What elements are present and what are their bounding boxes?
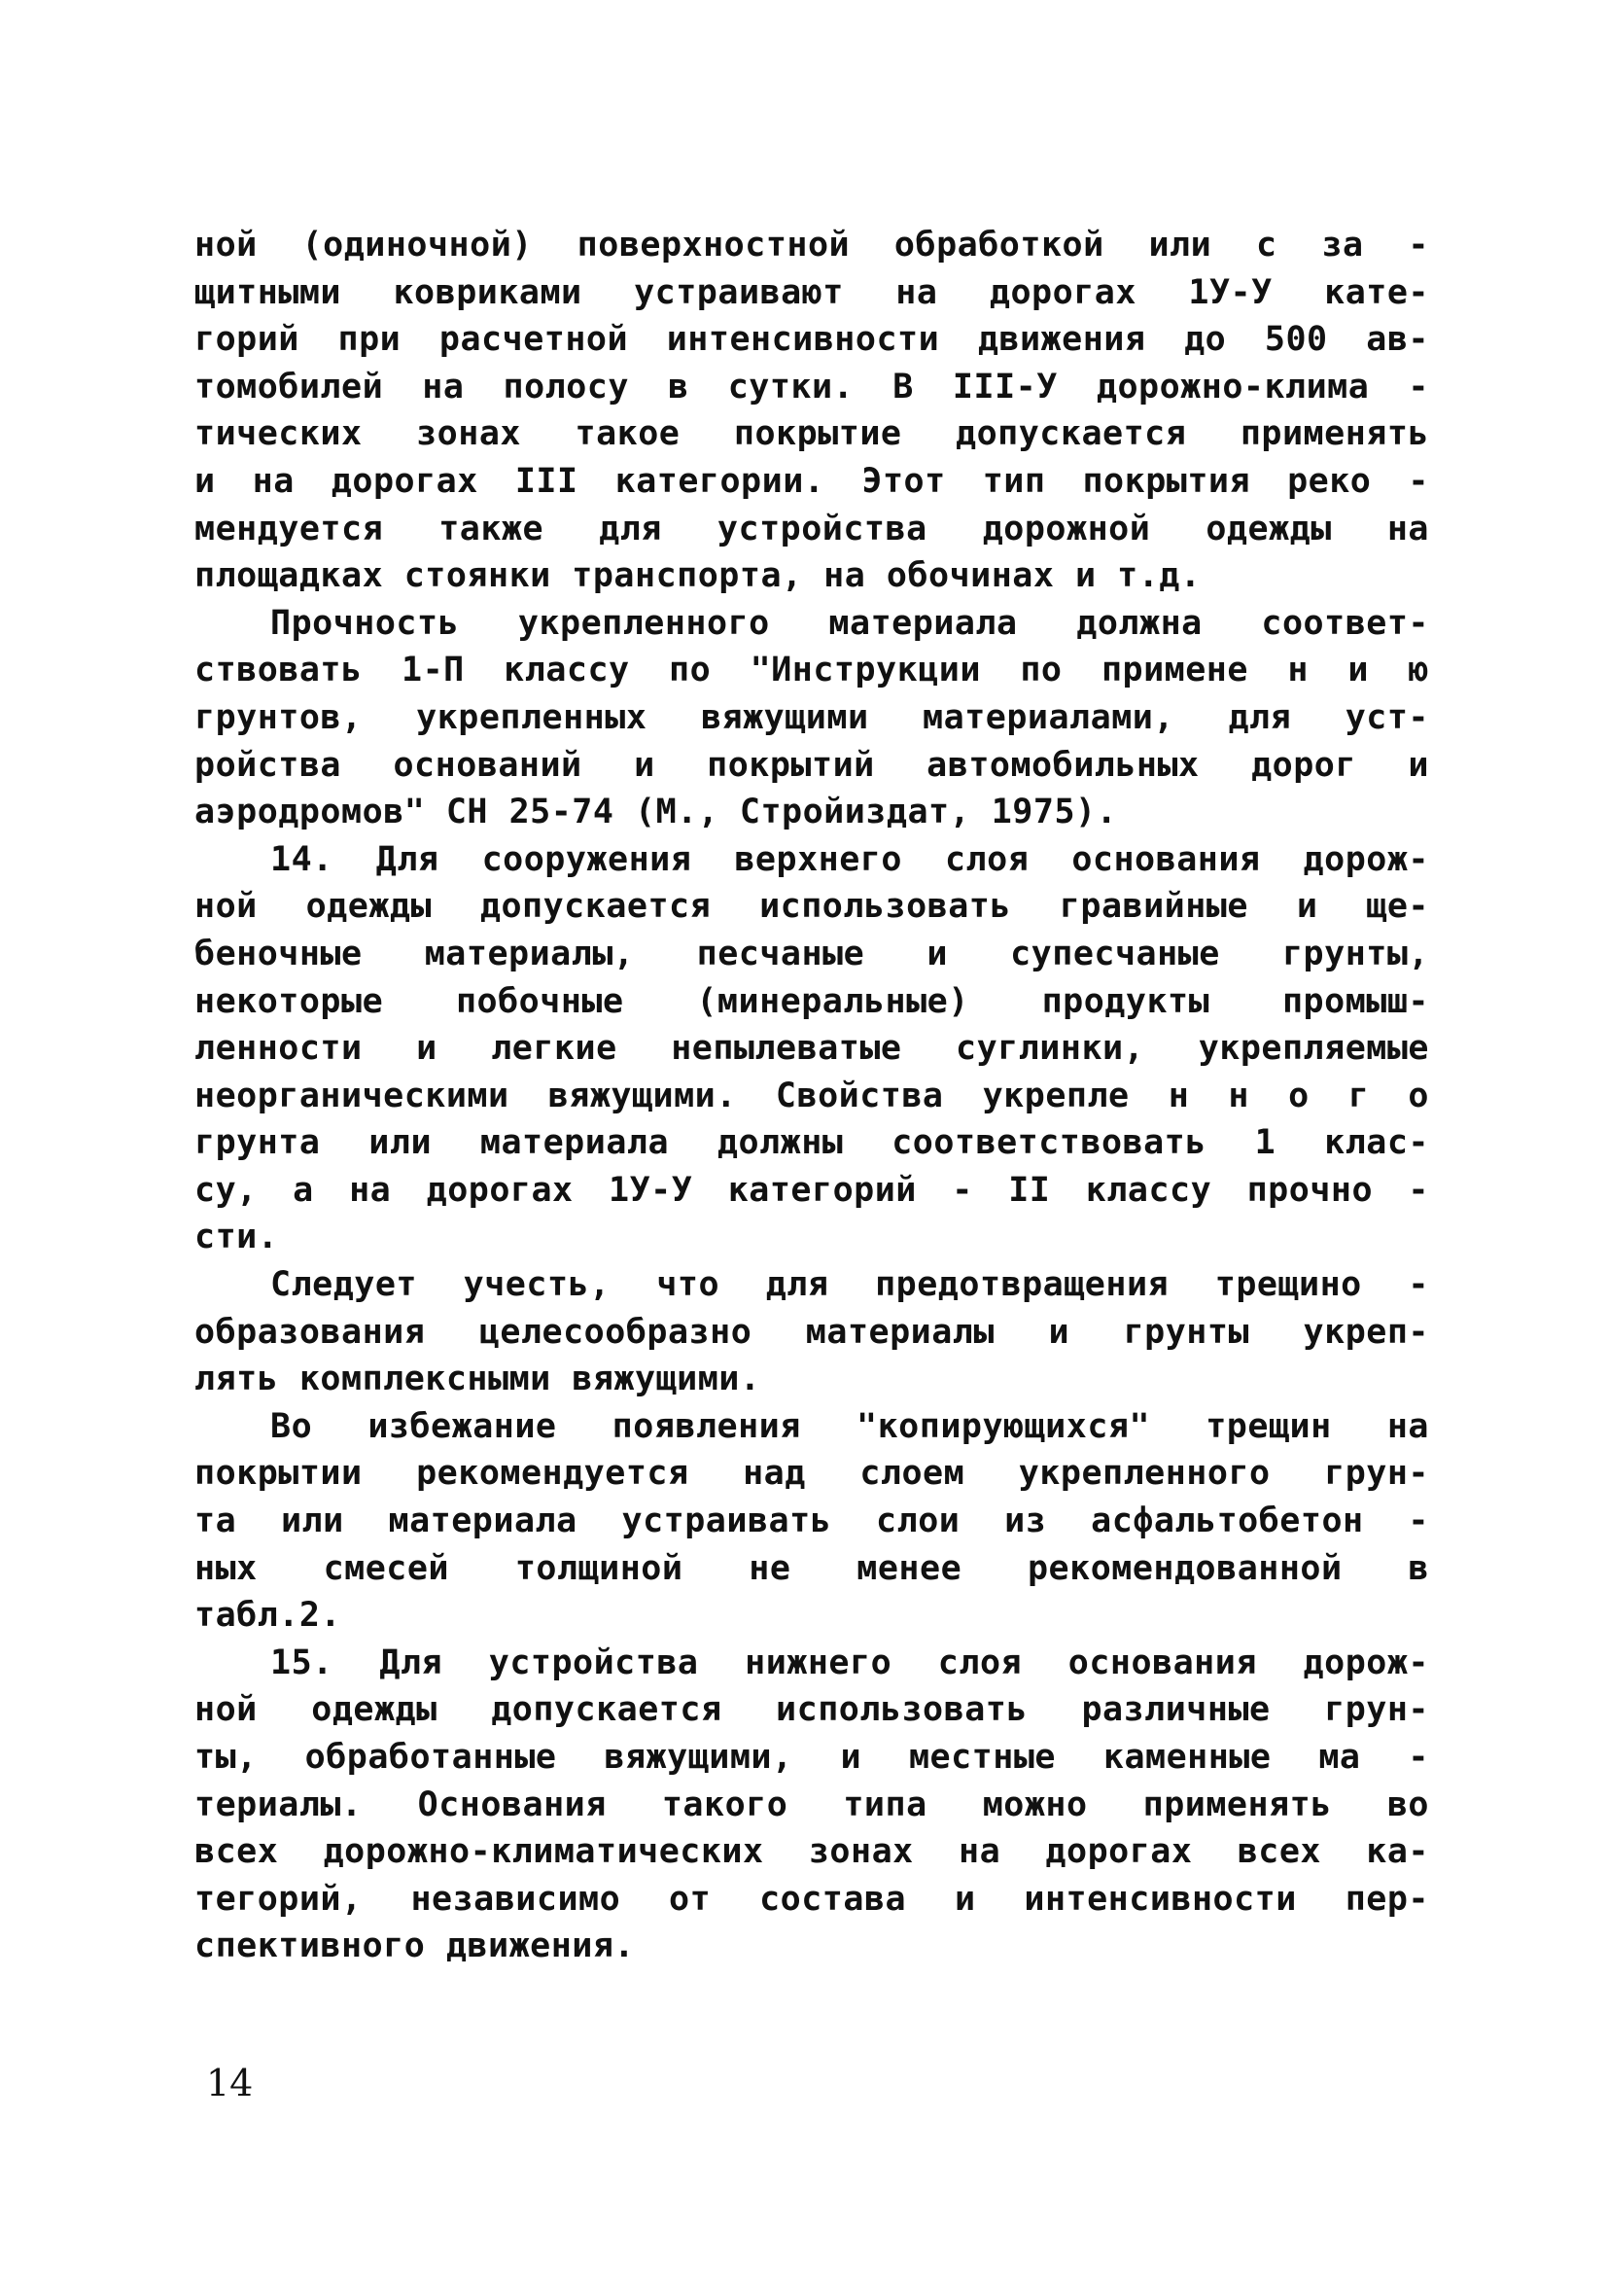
text-line: аэродромов" СН 25-74 (М., Стройиздат, 1975). <box>194 793 1118 832</box>
text-line: 14. Для сооружения верхнего слоя основания дорож- <box>270 839 1429 879</box>
text-line: грунта или материала должны соответствовать 1 клас- <box>194 1123 1429 1163</box>
text-line: лять комплексными вяжущими. <box>194 1360 761 1399</box>
text-line: образования целесообразно материалы и грунты укреп- <box>194 1312 1429 1352</box>
page-body <box>194 222 1429 1970</box>
text-line: 15. Для устройства нижнего слоя основания дорож- <box>270 1643 1429 1682</box>
text-line: и на дорогах III категории. Этот тип покрытия реко - <box>194 461 1429 501</box>
text-line: площадках стоянки транспорта, на обочинах и т.д. <box>194 556 1202 596</box>
text-line: Следует учесть, что для предотвращения трещино - <box>270 1265 1429 1305</box>
text-line: ных смесей толщиной не менее рекомендованной в <box>194 1548 1429 1588</box>
text-line: Во избежание появления "копирующихся" трещин на <box>270 1406 1429 1446</box>
text-line: табл.2. <box>194 1596 342 1636</box>
text-line: ной (одиночной) поверхностной обработкой или с за - <box>194 226 1429 265</box>
text-line: горий при расчетной интенсивности движения до 500 ав- <box>194 320 1429 360</box>
text-line: покрытии рекомендуется над слоем укрепленного грун- <box>194 1454 1429 1494</box>
text-line: мендуется также для устройства дорожной одежды на <box>194 509 1429 548</box>
text-line: томобилей на полосу в сутки. В III-У дорожно-клима - <box>194 367 1429 406</box>
text-line: ленности и легкие непылеватые суглинки, укрепляемые <box>194 1029 1429 1069</box>
text-line: ты, обработанные вяжущими, и местные каменные ма - <box>194 1738 1429 1777</box>
text-line: су, а на дорогах 1У-У категорий - II классу прочно - <box>194 1170 1429 1210</box>
text-line: щитными ковриками устраивают на дорогах 1У-У кате- <box>194 272 1429 312</box>
text-line: териалы. Основания такого типа можно применять во <box>194 1784 1429 1824</box>
text-line: спективного движения. <box>194 1926 636 1966</box>
text-line: тических зонах такое покрытие допускается применять <box>194 414 1429 454</box>
text-line: всех дорожно-климатических зонах на дорогах всех ка- <box>194 1832 1429 1872</box>
text-line: неорганическими вяжущими. Свойства укрепле н н о г о <box>194 1076 1429 1115</box>
text-line: сти. <box>194 1218 279 1257</box>
text-line: некоторые побочные (минеральные) продукты промыш- <box>194 981 1429 1021</box>
text-line: грунтов, укрепленных вяжущими материалами, для уст- <box>194 697 1429 737</box>
text-line: ройства оснований и покрытий автомобильных дорог и <box>194 745 1429 785</box>
text-line: та или материала устраивать слои из асфальтобетон - <box>194 1501 1429 1541</box>
text-line: ствовать 1-П классу по "Инструкции по примене н и ю <box>194 651 1429 690</box>
text-line: тегорий, независимо от состава и интенсивности пер- <box>194 1879 1429 1919</box>
text-line: Прочность укрепленного материала должна соответ- <box>270 603 1429 643</box>
page-number: 14 <box>206 2062 254 2104</box>
text-line: ной одежды допускается использовать различные грун- <box>194 1690 1429 1730</box>
text-line: ной одежды допускается использовать гравийные и ще- <box>194 887 1429 927</box>
text-line: беночные материалы, песчаные и супесчаные грунты, <box>194 934 1429 973</box>
